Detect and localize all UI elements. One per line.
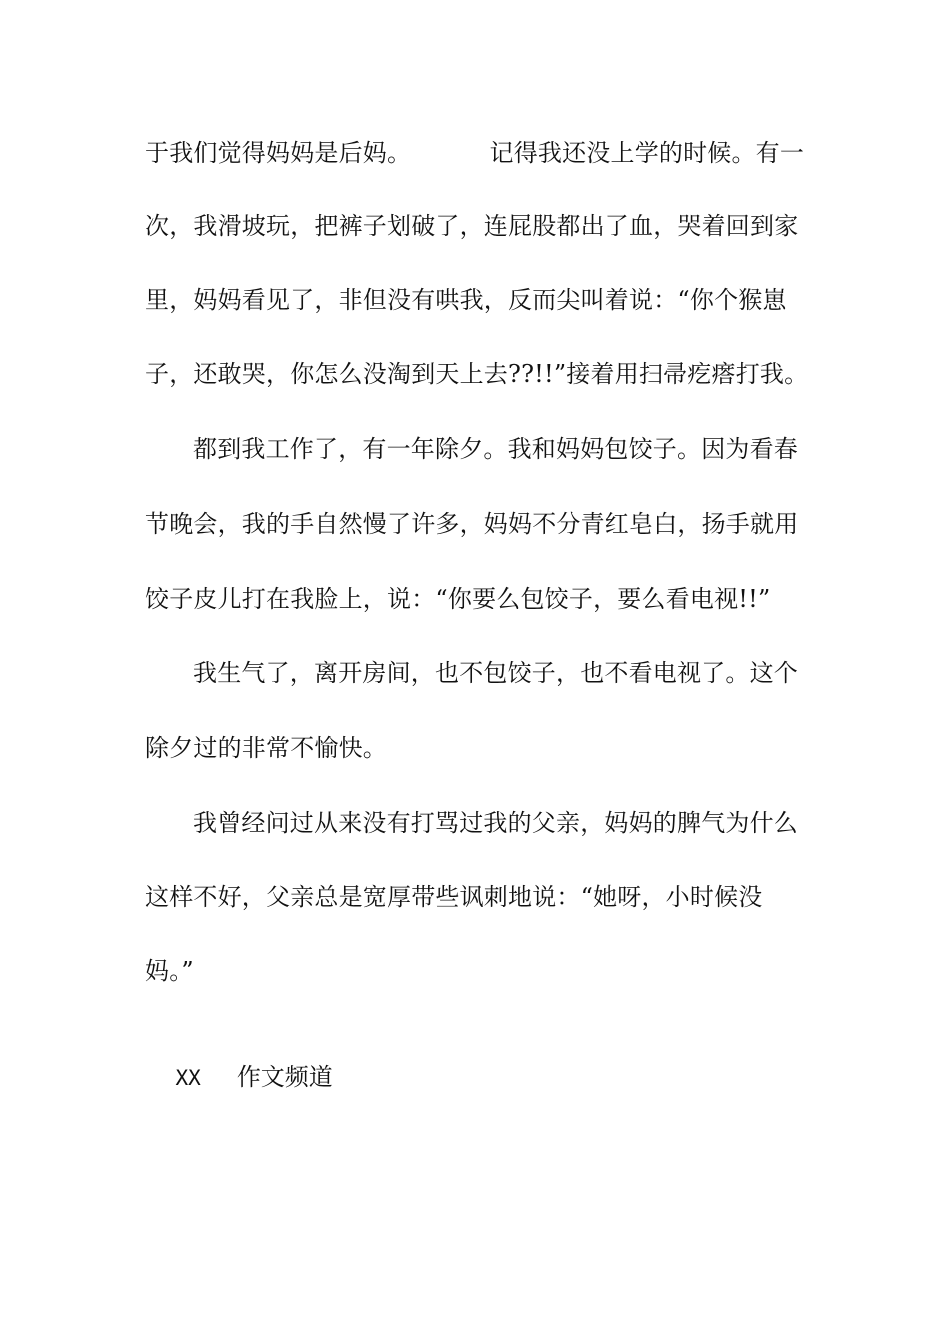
paragraph-line: 都到我工作了，有一年除夕。我和妈妈包饺子。因为看春 [193,435,798,463]
footer-channel: 作文频道 [236,1063,333,1091]
paragraph-line: 子，还敢哭，你怎么没淘到天上去??!!”接着用扫帚疙瘩打我。 [145,360,809,388]
paragraph-line: 饺子皮儿打在我脸上，说：“你要么包饺子，要么看电视!!” [145,585,771,613]
paragraph-line: 节晚会，我的手自然慢了许多，妈妈不分青红皂白，扬手就用 [145,510,799,538]
paragraph-line: 里，妈妈看见了，非但没有哄我，反而尖叫着说：“你个猴崽 [145,286,787,314]
source-footer [145,1032,333,1091]
paragraph-line: 除夕过的非常不愉快。 [145,734,387,762]
paragraph-line: 妈。” [145,957,194,985]
paragraph-line: 我生气了，离开房间，也不包饺子，也不看电视了。这个 [193,659,798,687]
paragraph-line: 我曾经问过从来没有打骂过我的父亲，妈妈的脾气为什么 [193,809,798,837]
paragraph-line: 于我们觉得妈妈是后妈。 记得我还没上学的时候。有一 [145,139,805,167]
footer-code: XX [175,1066,201,1090]
paragraph-line: 次，我滑坡玩，把裤子划破了，连屁股都出了血，哭着回到家 [145,212,799,240]
paragraph-line: 这样不好，父亲总是宽厚带些讽刺地说：“她呀，小时候没 [145,883,763,911]
